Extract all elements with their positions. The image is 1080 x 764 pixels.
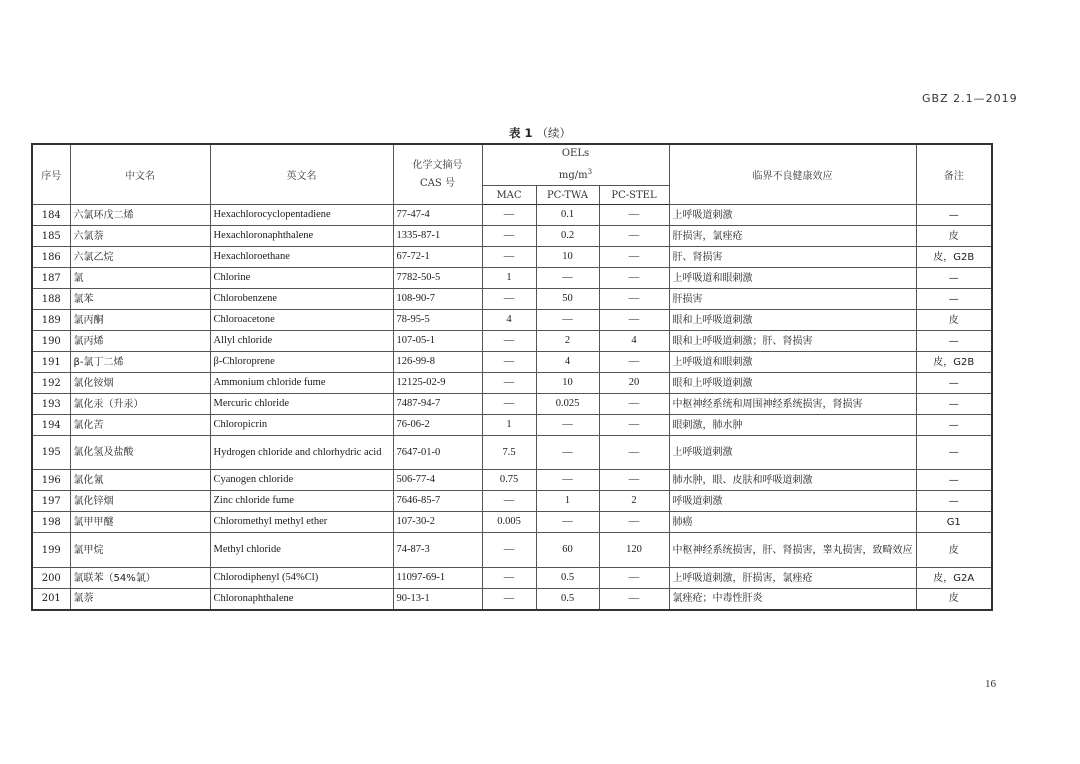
cell-pc-twa: — (536, 470, 599, 491)
header-cas-line1: 化学文摘号 (412, 159, 463, 171)
cell-note: — (916, 289, 992, 310)
cell-mac: — (482, 247, 536, 268)
header-pc-twa: PC-TWA (536, 186, 599, 205)
cell-effect: 眼刺激，肺水肿 (669, 415, 916, 436)
cell-no: 192 (32, 373, 70, 394)
cell-cn-name: 六氯萘 (70, 226, 210, 247)
table-row (32, 268, 992, 289)
cell-effect: 上呼吸道和眼刺激 (669, 352, 916, 373)
table-row (32, 394, 992, 415)
cell-note: — (916, 491, 992, 512)
cell-pc-twa: 1 (536, 491, 599, 512)
cell-pc-stel: — (599, 568, 669, 589)
cell-no: 196 (32, 470, 70, 491)
cell-pc-stel: — (599, 310, 669, 331)
cell-pc-stel: — (599, 205, 669, 226)
cell-cas: 506-77-4 (393, 470, 482, 491)
cell-pc-twa: 4 (536, 352, 599, 373)
cell-mac: — (482, 589, 536, 610)
cell-effect: 上呼吸道刺激，肝损害，氯痤疮 (669, 568, 916, 589)
table-row (32, 589, 992, 610)
cell-cas: 78-95-5 (393, 310, 482, 331)
cell-cas: 12125-02-9 (393, 373, 482, 394)
header-oels-unit-sup: 3 (587, 168, 593, 176)
cell-en-name: Cyanogen chloride (210, 470, 393, 491)
cell-mac: — (482, 568, 536, 589)
cell-cn-name: 氯苯 (70, 289, 210, 310)
cell-effect: 肝损害，氯痤疮 (669, 226, 916, 247)
cell-no: 195 (32, 436, 70, 470)
header-effect: 临界不良健康效应 (669, 144, 916, 205)
table-header-row (32, 144, 992, 186)
cell-mac: 0.75 (482, 470, 536, 491)
cell-note: — (916, 373, 992, 394)
cell-cas: 11097-69-1 (393, 568, 482, 589)
cell-pc-twa: 10 (536, 373, 599, 394)
table-row (32, 331, 992, 352)
cell-no: 187 (32, 268, 70, 289)
cell-en-name: Hexachlorocyclopentadiene (210, 205, 393, 226)
cell-note: — (916, 436, 992, 470)
cell-en-name: Chloronaphthalene (210, 589, 393, 610)
cell-no: 186 (32, 247, 70, 268)
cell-pc-twa: 0.2 (536, 226, 599, 247)
cell-pc-twa: 0.025 (536, 394, 599, 415)
cell-pc-twa: 0.1 (536, 205, 599, 226)
cell-mac: 1 (482, 415, 536, 436)
cell-effect: 氯痤疮；中毒性肝炎 (669, 589, 916, 610)
cell-pc-twa: 10 (536, 247, 599, 268)
cell-no: 184 (32, 205, 70, 226)
cell-cn-name: 氯化铵烟 (70, 373, 210, 394)
cell-note: — (916, 205, 992, 226)
cell-en-name: Allyl chloride (210, 331, 393, 352)
header-cas-line2: CAS 号 (420, 177, 455, 189)
table-row (32, 226, 992, 247)
cell-cn-name: 氯化苦 (70, 415, 210, 436)
cell-pc-stel: — (599, 436, 669, 470)
cell-no: 188 (32, 289, 70, 310)
cell-pc-stel: — (599, 247, 669, 268)
table-caption-title: 表 1 (508, 126, 533, 140)
cell-note: — (916, 268, 992, 289)
cell-cn-name: 六氯环戊二烯 (70, 205, 210, 226)
cell-en-name: Hydrogen chloride and chlorhydric acid (210, 436, 393, 470)
cell-cn-name: 氯化锌烟 (70, 491, 210, 512)
cell-cas: 7646-85-7 (393, 491, 482, 512)
page-number: 16 (985, 678, 996, 690)
cell-pc-twa: — (536, 436, 599, 470)
table-row (32, 247, 992, 268)
header-en-name: 英文名 (210, 144, 393, 205)
header-oels (482, 144, 669, 186)
cell-mac: — (482, 289, 536, 310)
cell-en-name: Chloromethyl methyl ether (210, 512, 393, 533)
cell-mac: 0.005 (482, 512, 536, 533)
cell-no: 191 (32, 352, 70, 373)
cell-pc-stel: — (599, 268, 669, 289)
cell-no: 197 (32, 491, 70, 512)
cell-effect: 上呼吸道和眼刺激 (669, 268, 916, 289)
table-row (32, 436, 992, 470)
table-row (32, 568, 992, 589)
cell-note: 皮，G2A (916, 568, 992, 589)
cell-effect: 眼和上呼吸道刺激 (669, 373, 916, 394)
cell-no: 185 (32, 226, 70, 247)
header-no: 序号 (32, 144, 70, 205)
cell-mac: — (482, 394, 536, 415)
cell-en-name: Chloroacetone (210, 310, 393, 331)
cell-note: 皮 (916, 310, 992, 331)
cell-pc-stel: — (599, 394, 669, 415)
cell-cn-name: 氯丙酮 (70, 310, 210, 331)
cell-cas: 90-13-1 (393, 589, 482, 610)
cell-cn-name: 氯萘 (70, 589, 210, 610)
cell-pc-stel: 4 (599, 331, 669, 352)
table-row (32, 205, 992, 226)
cell-note: G1 (916, 512, 992, 533)
cell-mac: — (482, 205, 536, 226)
cell-cn-name: 氯化汞（升汞） (70, 394, 210, 415)
cell-effect: 中枢神经系统损害，肝、肾损害，睾丸损害，致畸效应 (669, 533, 916, 568)
cell-pc-twa: — (536, 310, 599, 331)
cell-pc-twa: 2 (536, 331, 599, 352)
cell-pc-stel: — (599, 470, 669, 491)
cell-en-name: Hexachloronaphthalene (210, 226, 393, 247)
cell-pc-stel: — (599, 589, 669, 610)
cell-cas: 107-30-2 (393, 512, 482, 533)
table-row (32, 373, 992, 394)
table-row (32, 415, 992, 436)
cell-effect: 肺癌 (669, 512, 916, 533)
cell-pc-stel: 20 (599, 373, 669, 394)
cell-en-name: Chlorine (210, 268, 393, 289)
cell-no: 201 (32, 589, 70, 610)
cell-effect: 肝、肾损害 (669, 247, 916, 268)
cell-pc-twa: 0.5 (536, 568, 599, 589)
header-oels-unit (486, 163, 666, 185)
cell-cn-name: 氯联苯（54%氯） (70, 568, 210, 589)
oel-table (31, 143, 993, 611)
cell-cas: 67-72-1 (393, 247, 482, 268)
header-mac: MAC (482, 186, 536, 205)
cell-cas: 107-05-1 (393, 331, 482, 352)
cell-cas: 1335-87-1 (393, 226, 482, 247)
cell-pc-stel: 2 (599, 491, 669, 512)
standard-code: GBZ 2.1—2019 (922, 92, 1018, 105)
cell-effect: 眼和上呼吸道刺激 (669, 310, 916, 331)
cell-note: — (916, 394, 992, 415)
cell-mac: — (482, 352, 536, 373)
cell-cn-name: 六氯乙烷 (70, 247, 210, 268)
table-body (32, 205, 992, 610)
table-caption-continued: （续） (536, 126, 571, 140)
cell-effect: 肝损害 (669, 289, 916, 310)
cell-en-name: β-Chloroprene (210, 352, 393, 373)
header-pc-stel: PC-STEL (599, 186, 669, 205)
cell-en-name: Hexachloroethane (210, 247, 393, 268)
header-oels-line1: OELs (561, 148, 590, 159)
cell-pc-twa: — (536, 512, 599, 533)
cell-en-name: Ammonium chloride fume (210, 373, 393, 394)
cell-no: 199 (32, 533, 70, 568)
cell-note: 皮，G2B (916, 247, 992, 268)
cell-cn-name: 氯甲甲醚 (70, 512, 210, 533)
cell-pc-twa: — (536, 268, 599, 289)
cell-mac: — (482, 373, 536, 394)
cell-mac: — (482, 331, 536, 352)
cell-pc-twa: 0.5 (536, 589, 599, 610)
cell-en-name: Chlorodiphenyl (54%Cl) (210, 568, 393, 589)
cell-pc-stel: — (599, 226, 669, 247)
cell-pc-stel: — (599, 352, 669, 373)
cell-cas: 74-87-3 (393, 533, 482, 568)
cell-pc-stel: — (599, 289, 669, 310)
cell-en-name: Chlorobenzene (210, 289, 393, 310)
cell-effect: 上呼吸道刺激 (669, 205, 916, 226)
cell-mac: — (482, 226, 536, 247)
table-row (32, 470, 992, 491)
cell-no: 193 (32, 394, 70, 415)
cell-mac: 4 (482, 310, 536, 331)
cell-cas: 126-99-8 (393, 352, 482, 373)
cell-effect: 中枢神经系统和周围神经系统损害，肾损害 (669, 394, 916, 415)
cell-note: 皮，G2B (916, 352, 992, 373)
table-row (32, 289, 992, 310)
cell-mac: 7.5 (482, 436, 536, 470)
cell-en-name: Mercuric chloride (210, 394, 393, 415)
header-cas (393, 144, 482, 205)
cell-cn-name: β-氯丁二烯 (70, 352, 210, 373)
cell-no: 189 (32, 310, 70, 331)
cell-pc-twa: 60 (536, 533, 599, 568)
cell-effect: 肺水肿，眼、皮肤和呼吸道刺激 (669, 470, 916, 491)
header-note: 备注 (916, 144, 992, 205)
table-row (32, 310, 992, 331)
cell-cas: 7782-50-5 (393, 268, 482, 289)
cell-cas: 108-90-7 (393, 289, 482, 310)
cell-note: 皮 (916, 533, 992, 568)
cell-no: 198 (32, 512, 70, 533)
table-row (32, 352, 992, 373)
table-row (32, 512, 992, 533)
cell-note: — (916, 331, 992, 352)
table-row (32, 533, 992, 568)
cell-pc-twa: 50 (536, 289, 599, 310)
cell-en-name: Zinc chloride fume (210, 491, 393, 512)
cell-cas: 7647-01-0 (393, 436, 482, 470)
cell-note: — (916, 415, 992, 436)
cell-effect: 呼吸道刺激 (669, 491, 916, 512)
cell-cn-name: 氯甲烷 (70, 533, 210, 568)
cell-cas: 77-47-4 (393, 205, 482, 226)
cell-note: 皮 (916, 226, 992, 247)
cell-cn-name: 氯化氰 (70, 470, 210, 491)
cell-pc-stel: 120 (599, 533, 669, 568)
cell-no: 194 (32, 415, 70, 436)
cell-pc-stel: — (599, 512, 669, 533)
cell-note: 皮 (916, 589, 992, 610)
cell-cn-name: 氯 (70, 268, 210, 289)
cell-no: 200 (32, 568, 70, 589)
cell-pc-twa: — (536, 415, 599, 436)
cell-cas: 7487-94-7 (393, 394, 482, 415)
cell-cn-name: 氯化氢及盐酸 (70, 436, 210, 470)
cell-cn-name: 氯丙烯 (70, 331, 210, 352)
cell-mac: — (482, 533, 536, 568)
header-cn-name: 中文名 (70, 144, 210, 205)
table-caption (0, 125, 1080, 141)
cell-cas: 76-06-2 (393, 415, 482, 436)
cell-note: — (916, 470, 992, 491)
cell-no: 190 (32, 331, 70, 352)
cell-effect: 眼和上呼吸道刺激；肝、肾损害 (669, 331, 916, 352)
cell-en-name: Methyl chloride (210, 533, 393, 568)
cell-mac: 1 (482, 268, 536, 289)
cell-effect: 上呼吸道刺激 (669, 436, 916, 470)
cell-en-name: Chloropicrin (210, 415, 393, 436)
cell-pc-stel: — (599, 415, 669, 436)
header-oels-unit-text: mg/m (558, 170, 588, 181)
table-row (32, 491, 992, 512)
cell-mac: — (482, 491, 536, 512)
